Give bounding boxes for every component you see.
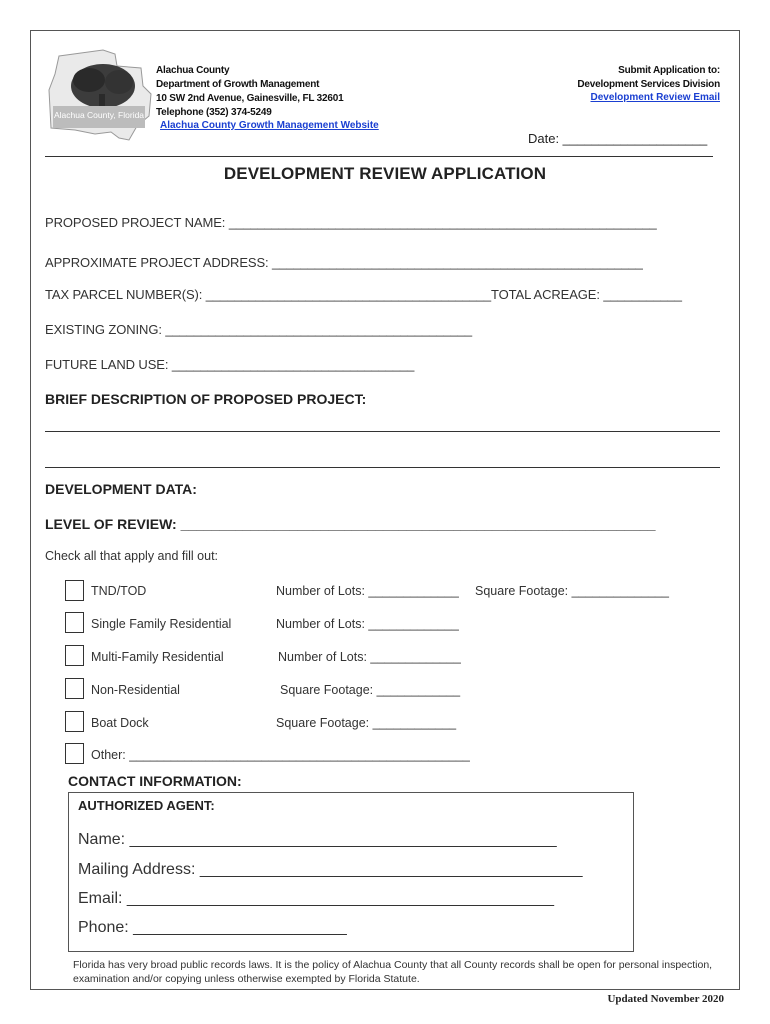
org-name: Alachua County: [156, 65, 230, 76]
county-logo: [45, 46, 155, 142]
future-land-use-field[interactable]: FUTURE LAND USE: __________________________________: [45, 357, 415, 372]
phone-field[interactable]: Phone: ________________________: [78, 919, 347, 936]
header-divider: [45, 156, 713, 157]
tnd-sqft-field[interactable]: Square Footage: ______________: [475, 584, 669, 598]
brief-description-heading: BRIEF DESCRIPTION OF PROPOSED PROJECT:: [45, 391, 367, 407]
submit-to-label: Submit Application to:: [618, 65, 720, 76]
website-link[interactable]: Alachua County Growth Management Website: [160, 120, 379, 131]
check-instruction: Check all that apply and fill out:: [45, 549, 219, 563]
project-address-field[interactable]: APPROXIMATE PROJECT ADDRESS: ____________________________________________________: [45, 255, 643, 270]
description-line-1[interactable]: [45, 431, 720, 432]
development-data-heading: DEVELOPMENT DATA:: [45, 481, 197, 497]
department-name: Department of Growth Management: [156, 79, 320, 90]
checkbox-non-residential[interactable]: [65, 678, 84, 699]
option-label-non-residential: Non-Residential: [91, 683, 180, 697]
form-title: DEVELOPMENT REVIEW APPLICATION: [223, 164, 547, 183]
date-field[interactable]: Date: ____________________: [528, 131, 708, 146]
level-of-review-field[interactable]: LEVEL OF REVIEW: _____________________________________________________________: [45, 516, 656, 532]
tax-parcel-field[interactable]: TAX PARCEL NUMBER(S): ________________________________________TOTAL ACREAGE: ___________: [45, 287, 682, 302]
name-field[interactable]: Name: ________________________________________________: [78, 831, 557, 848]
contact-heading: CONTACT INFORMATION:: [68, 773, 242, 789]
updated-date: Updated November 2020: [607, 993, 724, 1005]
option-label-boat-dock: Boat Dock: [91, 716, 149, 730]
checkbox-tnd-tod[interactable]: [65, 580, 84, 601]
division-name: Development Services Division: [577, 79, 720, 90]
email-field[interactable]: Email: ________________________________________________: [78, 890, 555, 907]
project-name-field[interactable]: PROPOSED PROJECT NAME: ____________________________________________________________: [45, 215, 657, 230]
option-label-single-family: Single Family Residential: [91, 617, 232, 631]
public-records-note: Florida has very broad public records laws. It is the policy of Alachua County that all County records shall be open for personal inspection, examination and/or copying unless otherwise exempted by Florida Statute.: [73, 959, 713, 985]
logo-text: Alachua County, Florida: [53, 110, 145, 120]
single-family-lots-field[interactable]: Number of Lots: _____________: [276, 617, 459, 631]
address-line: 10 SW 2nd Avenue, Gainesville, FL 32601: [156, 93, 344, 104]
mailing-address-field[interactable]: Mailing Address: ___________________________________________: [78, 861, 583, 878]
description-line-2[interactable]: [45, 467, 720, 468]
checkbox-single-family[interactable]: [65, 612, 84, 633]
option-label-tnd-tod: TND/TOD: [91, 584, 147, 598]
checkbox-multi-family[interactable]: [65, 645, 84, 666]
checkbox-other[interactable]: [65, 743, 84, 764]
checkbox-boat-dock[interactable]: [65, 711, 84, 732]
option-label-multi-family: Multi-Family Residential: [91, 650, 224, 664]
authorized-agent-heading: AUTHORIZED AGENT:: [78, 798, 215, 813]
other-field[interactable]: Other: _________________________________________________: [91, 748, 470, 762]
existing-zoning-field[interactable]: EXISTING ZONING: ___________________________________________: [45, 322, 472, 337]
review-email-link[interactable]: Development Review Email: [590, 92, 720, 103]
boat-dock-sqft-field[interactable]: Square Footage: ____________: [276, 716, 457, 730]
non-residential-sqft-field[interactable]: Square Footage: ____________: [280, 683, 461, 697]
telephone-line: Telephone (352) 374-5249: [156, 107, 272, 118]
multi-family-lots-field[interactable]: Number of Lots: _____________: [278, 650, 461, 664]
tnd-lots-field[interactable]: Number of Lots: _____________: [276, 584, 459, 598]
